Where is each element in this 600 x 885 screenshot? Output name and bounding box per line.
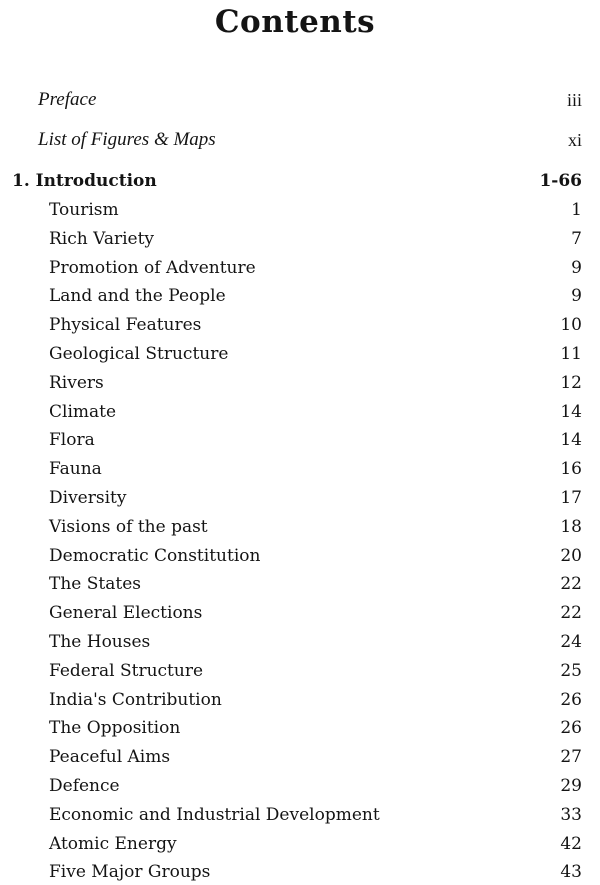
toc-entry-label: Fauna xyxy=(49,459,102,480)
toc-entry[interactable] xyxy=(0,514,582,540)
toc-page-number: 9 xyxy=(571,286,582,307)
toc-entry[interactable] xyxy=(0,543,582,569)
toc-entry[interactable] xyxy=(0,399,582,425)
toc-entry-label: Physical Features xyxy=(49,315,202,336)
toc-chapter-heading[interactable] xyxy=(0,168,582,194)
toc-page-number: 33 xyxy=(560,804,582,825)
toc-entry-label: General Elections xyxy=(49,603,203,624)
toc-entry[interactable] xyxy=(0,831,582,857)
toc-page-number: 20 xyxy=(560,545,582,566)
toc-entry-label: Preface xyxy=(38,89,97,110)
toc-page-number: 14 xyxy=(560,430,582,451)
toc-entry-label: Peaceful Aims xyxy=(49,747,171,768)
chapter-title: 1. Introduction xyxy=(12,171,157,191)
toc-page-number: 22 xyxy=(560,574,582,595)
toc-entry[interactable] xyxy=(0,715,582,741)
toc-entry[interactable] xyxy=(0,687,582,713)
toc-entry[interactable] xyxy=(0,802,582,828)
toc-entry-label: Federal Structure xyxy=(49,660,204,681)
toc-entry-label: Tourism xyxy=(49,200,119,220)
toc-page-number: 26 xyxy=(560,689,582,710)
toc-entry[interactable] xyxy=(0,658,582,684)
toc-entry-label: Five Major Groups xyxy=(49,862,211,883)
toc-page-number: 14 xyxy=(560,401,582,422)
toc-entry[interactable] xyxy=(0,773,582,799)
toc-entry[interactable] xyxy=(0,312,582,338)
toc-entry-label: The Houses xyxy=(49,632,151,652)
toc-entry-label: Economic and Industrial Development xyxy=(49,804,380,825)
toc-entry-label: Climate xyxy=(49,401,117,422)
toc-entry-label: Geological Structure xyxy=(49,344,229,364)
toc-entry[interactable] xyxy=(0,226,582,252)
toc-entry-label: The States xyxy=(49,574,141,595)
toc-entry[interactable] xyxy=(0,255,582,281)
toc-entry-label: Visions of the past xyxy=(49,516,208,537)
toc-page-number: 27 xyxy=(560,747,582,768)
toc-entry-label: Defence xyxy=(49,776,120,796)
toc-page-number: 1 xyxy=(571,200,582,220)
toc-page-number: 26 xyxy=(560,718,582,739)
toc-page-number: 11 xyxy=(560,344,582,364)
toc-entry[interactable] xyxy=(0,283,582,309)
toc-entry-label: Rivers xyxy=(49,372,104,393)
toc-page-number: 42 xyxy=(560,833,582,854)
toc-page-number: 22 xyxy=(560,603,582,624)
toc-entry[interactable] xyxy=(0,485,582,511)
toc-entry[interactable] xyxy=(0,859,582,885)
toc-page-number: 24 xyxy=(560,632,582,652)
toc-entry[interactable] xyxy=(0,629,582,655)
toc-entry-label: Atomic Energy xyxy=(49,833,177,854)
toc-entry-label: Democratic Constitution xyxy=(49,545,261,566)
toc-page-number: xi xyxy=(567,130,582,150)
toc-entry-label: Promotion of Adventure xyxy=(49,257,256,278)
toc-page-number: 16 xyxy=(560,459,582,480)
toc-page-number: 17 xyxy=(560,488,582,508)
toc-front-matter-preface[interactable] xyxy=(0,87,582,113)
toc-entry-label: The Opposition xyxy=(49,718,181,739)
toc-page-number: 9 xyxy=(571,257,582,278)
toc-entry-label: Land and the People xyxy=(49,286,226,307)
toc-entry[interactable] xyxy=(0,370,582,396)
toc-entry-label: Flora xyxy=(49,430,95,451)
toc-entry[interactable] xyxy=(0,427,582,453)
toc-front-matter-figures[interactable] xyxy=(0,127,582,153)
page-title: Contents xyxy=(214,4,376,40)
toc-entry[interactable] xyxy=(0,600,582,626)
toc-entry[interactable] xyxy=(0,456,582,482)
toc-page-number: iii xyxy=(566,90,582,110)
toc-page-number: 25 xyxy=(560,660,582,681)
toc-page-number: 7 xyxy=(571,228,582,249)
toc-entry[interactable] xyxy=(0,744,582,770)
toc-entry-label: Diversity xyxy=(49,488,127,508)
toc-entry[interactable] xyxy=(0,197,582,223)
chapter-page-range: 1-66 xyxy=(539,171,582,191)
toc-page-number: 10 xyxy=(560,315,582,336)
toc-page-number: 29 xyxy=(560,776,582,796)
toc-entry[interactable] xyxy=(0,571,582,597)
toc-page-number: 18 xyxy=(560,516,582,537)
toc-entry[interactable] xyxy=(0,341,582,367)
toc-entry-label: India's Contribution xyxy=(49,689,222,710)
toc-entry-label: Rich Variety xyxy=(49,228,155,249)
toc-page-number: 12 xyxy=(560,372,582,393)
toc-entry-label: List of Figures & Maps xyxy=(38,129,216,150)
toc-page-number: 43 xyxy=(560,862,582,883)
